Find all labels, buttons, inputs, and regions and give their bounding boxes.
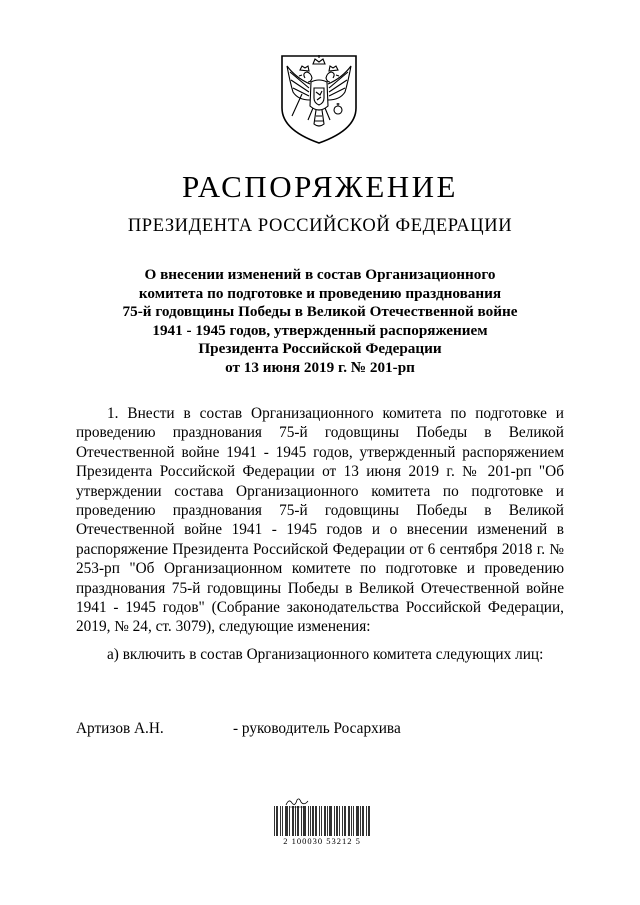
barcode-bar <box>282 806 283 836</box>
barcode-bar <box>357 806 358 836</box>
barcode-bar <box>276 806 277 836</box>
barcode-bar <box>334 806 335 836</box>
barcode-bar <box>304 806 305 836</box>
document-issuer: ПРЕЗИДЕНТА РОССИЙСКОЙ ФЕДЕРАЦИИ <box>127 216 513 236</box>
barcode-bar <box>285 806 286 836</box>
subject-line: 75-й годовщины Победы в Великой Отечественной войне <box>122 303 518 321</box>
barcode-bar <box>336 806 337 836</box>
barcode-bar <box>330 806 331 836</box>
barcode-bar <box>315 806 316 836</box>
barcode-bar <box>339 806 340 836</box>
barcode-bar <box>369 806 370 836</box>
barcode-bar <box>286 806 287 836</box>
document-barcode <box>272 796 372 852</box>
state-emblem-icon <box>278 48 360 146</box>
barcode-bar <box>324 806 325 836</box>
barcode-number: 2 100030 53212 5 <box>283 836 361 846</box>
barcode-bar <box>308 806 309 836</box>
barcode-bar <box>325 806 326 836</box>
barcode-bar <box>295 806 296 836</box>
barcode-bar <box>345 806 346 836</box>
subject-line: Президента Российской Федерации <box>198 340 442 358</box>
barcode-bar <box>353 806 354 836</box>
barcode-bar <box>362 806 363 836</box>
barcode-bar <box>319 806 320 836</box>
barcode-bar <box>321 806 322 836</box>
barcode-bar <box>358 806 359 836</box>
document-subject <box>90 266 550 378</box>
appointee-name: Артизов А.Н. <box>76 720 164 737</box>
barcode-bar <box>349 806 350 836</box>
barcode-bar <box>363 806 364 836</box>
barcode-bar <box>303 806 304 836</box>
barcode-bar <box>292 806 293 836</box>
barcode-bar <box>327 806 328 836</box>
appointee-position: - руководитель Росархива <box>233 720 401 737</box>
barcode-bar <box>287 806 288 836</box>
barcode-bar <box>366 806 367 836</box>
barcode-bar <box>289 806 290 836</box>
subject-line: от 13 июня 2019 г. № 201-рп <box>225 358 415 376</box>
barcode-bar <box>356 806 357 836</box>
barcode-bar <box>312 806 313 836</box>
subject-line: 1941 - 1945 годов, утвержденный распоряжением <box>152 321 488 339</box>
barcode-bar <box>297 806 298 836</box>
barcode-bar <box>305 806 306 836</box>
barcode-bar <box>360 806 361 836</box>
barcode-bar <box>342 806 343 836</box>
barcode-bar <box>293 806 294 836</box>
barcode-bar <box>301 806 302 836</box>
barcode-bar <box>280 806 281 836</box>
barcode-bar <box>298 806 299 836</box>
barcode-bar <box>277 806 278 836</box>
document-body <box>76 404 564 664</box>
barcode-bar <box>368 806 369 836</box>
subject-line: О внесении изменений в состав Организационного <box>144 266 496 283</box>
barcode-bar <box>344 806 345 836</box>
document-type-title: РАСПОРЯЖЕНИЕ <box>182 169 458 204</box>
barcode-bar <box>316 806 317 836</box>
barcode-bar <box>274 806 275 836</box>
subject-line: комитета по подготовке и проведению празднования <box>138 284 502 302</box>
barcode-bar <box>348 806 349 836</box>
barcode-bar <box>351 806 352 836</box>
barcode-bar <box>329 806 330 836</box>
appointee-row <box>76 719 564 738</box>
body-paragraph-2: а) включить в состав Организационного комитета следующих лиц: <box>107 645 544 663</box>
barcode-bar <box>313 806 314 836</box>
barcode-bar <box>337 806 338 836</box>
barcode-bar <box>310 806 311 836</box>
barcode-bar <box>331 806 332 836</box>
body-paragraph-1: 1. Внести в состав Организационного комитета по подготовке и проведению празднования 75-й годовщины Победы в Великой Отечественной войне 1941 - 1945 годов, утвержденный распоряжением Президента Российской Федерации от 13 июня 2019 г. № 201-рп "Об утверждении состава Организационного комитета по подготовке и проведению празднования 75-й годовщины Победы в Великой Отечественной войне 1941 - 1945 годов и о внесении изменений в распоряжение Президента Российской Федерации от 6 сентября 2018 г. № 253-рп "Об Организационном комитете по подготовке и проведению празднования 75-й годовщины Победы в Великой Отечественной войне 1941 - 1945 годов" (Собрание законодательства Российской Федерации, 2019, № 24, ст. 3079), следующие изменения: <box>76 405 564 636</box>
barcode-icon <box>274 806 370 836</box>
